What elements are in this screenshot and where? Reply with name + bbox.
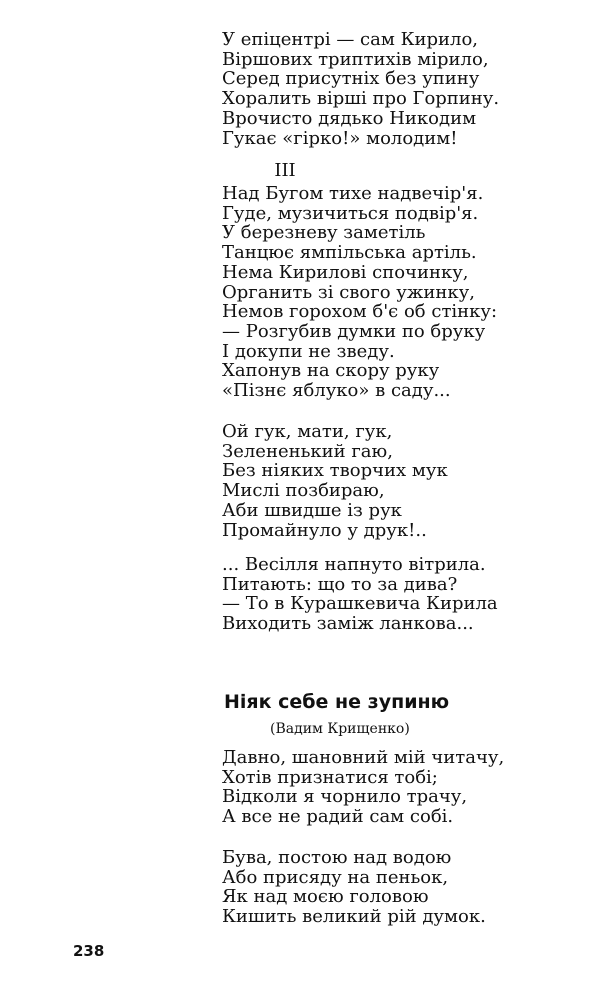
verse-line: Хапонув на скору руку: [222, 360, 440, 382]
stanza-5: [222, 748, 504, 827]
verse-line: Немов горохом б'є об стінку:: [222, 301, 498, 323]
verse-line: Мислі позбираю,: [222, 480, 385, 502]
verse-line: Гуде, музичиться подвір'я.: [222, 202, 479, 224]
verse-line: Віршових триптихів мірило,: [222, 48, 489, 70]
section-number: III: [274, 160, 296, 181]
stanza-4: [222, 555, 498, 634]
poem-author: (Вадим Крищенко): [270, 721, 410, 737]
verse-line: Аби швидше із рук: [222, 499, 402, 521]
page-number: 238: [73, 942, 105, 960]
verse-line: ... Весілля напнуто вітрила.: [222, 554, 486, 575]
verse-line: Танцює ямпільська артіль.: [222, 242, 477, 264]
verse-line: Нема Кирилові спочинку,: [222, 261, 469, 283]
stanza-3: [222, 422, 448, 540]
verse-line: А все не радий сам собі.: [222, 806, 454, 828]
verse-line: Промайнуло у друк!..: [222, 519, 427, 541]
verse-line: Без ніяких творчих мук: [222, 460, 448, 482]
verse-line: — Розгубив думки по бруку: [222, 320, 486, 342]
verse-line: І докупи не зведу.: [222, 340, 395, 362]
verse-line: Відколи я чорнило трачу,: [222, 786, 468, 808]
verse-line: У епіцентрі — сам Кирило,: [222, 29, 479, 50]
verse-line: Зелененький гаю,: [222, 440, 393, 462]
poem-title: Ніяк себе не зупиню: [224, 691, 450, 713]
verse-line: Серед присутніх без упину: [222, 68, 480, 90]
verse-line: Хотів признатися тобі;: [222, 766, 438, 788]
stanza-6: [222, 848, 486, 927]
verse-line: Гукає «гірко!» молодим!: [222, 127, 458, 149]
verse-line: Органить зі свого ужинку,: [222, 281, 475, 303]
verse-line: Хоралить вірші про Горпину.: [222, 88, 500, 110]
verse-line: Давно, шановний мій читачу,: [222, 747, 505, 768]
verse-line: У березневу заметіль: [222, 222, 426, 244]
verse-line: Над Бугом тихе надвечір'я.: [222, 183, 484, 204]
verse-line: Кишить великий рій думок.: [222, 906, 486, 928]
verse-line: Бува, постою над водою: [222, 847, 452, 868]
verse-line: Виходить заміж ланкова...: [222, 613, 474, 635]
verse-line: Врочисто дядько Никодим: [222, 107, 477, 129]
verse-line: Питають: що то за дива?: [222, 573, 458, 595]
stanza-2: [222, 184, 497, 401]
stanza-1: [222, 30, 499, 148]
verse-line: Як над моєю головою: [222, 886, 429, 908]
verse-line: — То в Курашкевича Кирила: [222, 593, 498, 615]
verse-line: «Пізнє яблуко» в саду...: [222, 380, 451, 402]
verse-line: Ой гук, мати, гук,: [222, 421, 393, 442]
verse-line: Або присяду на пеньок,: [222, 866, 449, 888]
